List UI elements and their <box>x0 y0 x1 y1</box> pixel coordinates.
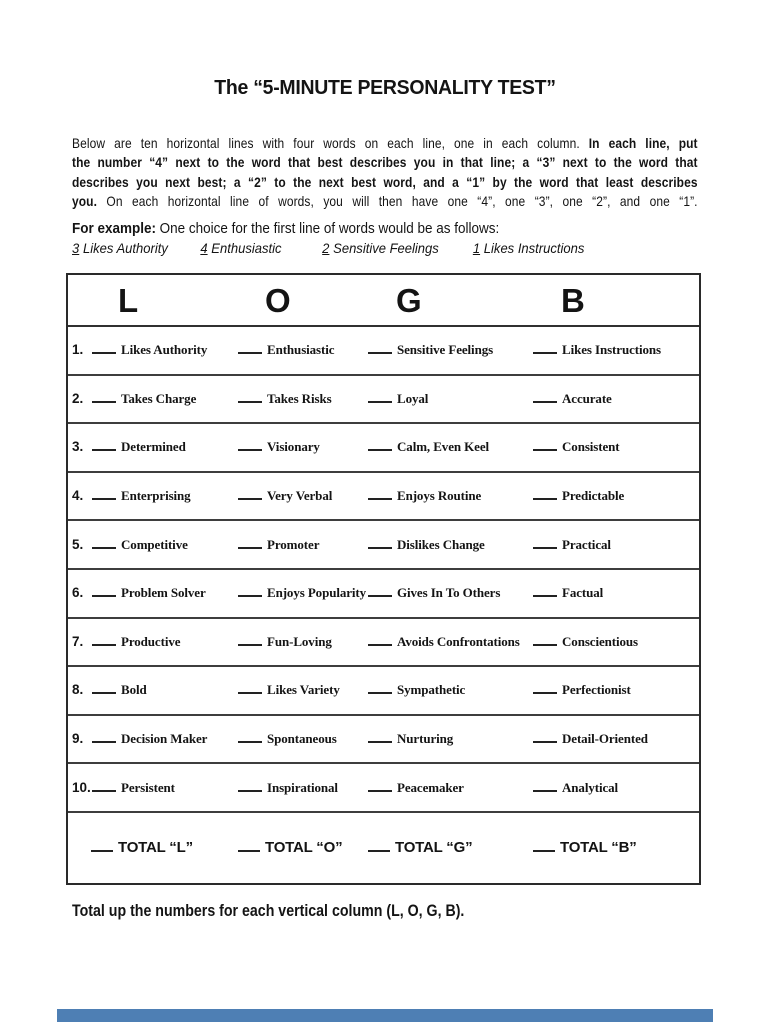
total-blank[interactable] <box>368 850 390 852</box>
example-score: 2 <box>322 240 330 256</box>
word-o: Enjoys Popularity <box>267 585 367 601</box>
instructions-text-bold: you. <box>72 193 98 210</box>
example-intro: One choice for the first line of words would be as follows: <box>155 221 500 237</box>
word-g: Peacemaker <box>397 779 464 795</box>
answer-blank[interactable] <box>533 547 557 549</box>
answer-blank[interactable] <box>238 352 262 354</box>
answer-blank[interactable] <box>92 498 116 500</box>
example-item <box>322 240 473 256</box>
answer-blank[interactable] <box>368 547 392 549</box>
answer-blank[interactable] <box>533 401 557 403</box>
row-number: 9. <box>72 731 84 747</box>
example-score: 3 <box>72 240 80 256</box>
totals-row <box>68 813 699 883</box>
table-row <box>68 764 699 813</box>
word-l: Enterprising <box>121 488 191 504</box>
instructions-text-bold: the number “4” next to the word that best describes you in that line; a “3” next to the word that <box>72 154 698 171</box>
word-b: Predictable <box>562 488 625 504</box>
word-g: Sympathetic <box>397 682 466 698</box>
total-label-l: TOTAL “L” <box>118 839 193 857</box>
word-l: Productive <box>121 633 181 649</box>
answer-blank[interactable] <box>368 449 392 451</box>
table-row <box>68 327 699 376</box>
total-blank[interactable] <box>91 850 113 852</box>
instructions-line <box>72 134 698 153</box>
answer-blank[interactable] <box>92 644 116 646</box>
answer-blank[interactable] <box>533 692 557 694</box>
answer-blank[interactable] <box>368 595 392 597</box>
word-o: Spontaneous <box>267 731 337 747</box>
answer-blank[interactable] <box>533 595 557 597</box>
instructions-paragraph <box>72 134 698 212</box>
table-row <box>68 619 699 668</box>
word-b: Practical <box>562 536 611 552</box>
word-o: Visionary <box>267 439 320 455</box>
word-l: Takes Charge <box>121 390 197 406</box>
example-word: Sensitive Feelings <box>333 240 439 256</box>
word-l: Likes Authority <box>121 342 208 358</box>
total-label-g: TOTAL “G” <box>395 839 473 857</box>
instructions-text: On each horizontal line of words, you will then have one “4”, one “3”, one “2”, and one “1”. <box>97 193 698 210</box>
row-number: 7. <box>72 633 84 649</box>
answer-blank[interactable] <box>368 498 392 500</box>
table-row <box>68 473 699 522</box>
word-l: Bold <box>121 682 147 698</box>
answer-blank[interactable] <box>368 741 392 743</box>
column-header-g: G <box>396 281 422 319</box>
column-header-o: O <box>265 281 291 319</box>
page-title: The “5-MINUTE PERSONALITY TEST” <box>214 76 556 99</box>
example-answers <box>72 240 667 256</box>
word-b: Conscientious <box>562 633 638 649</box>
word-o: Very Verbal <box>267 488 333 504</box>
answer-blank[interactable] <box>92 790 116 792</box>
word-b: Accurate <box>562 390 612 406</box>
answer-blank[interactable] <box>92 547 116 549</box>
example-score: 1 <box>472 240 481 256</box>
total-blank[interactable] <box>533 850 555 852</box>
example-word: Likes Instructions <box>483 240 585 256</box>
example-section <box>72 221 667 256</box>
answer-blank[interactable] <box>238 595 262 597</box>
column-header-b: B <box>561 281 585 319</box>
word-l: Competitive <box>121 536 188 552</box>
word-g: Calm, Even Keel <box>397 439 490 455</box>
instructions-line <box>72 153 698 172</box>
total-blank[interactable] <box>238 850 260 852</box>
answer-blank[interactable] <box>238 692 262 694</box>
instructions-line <box>72 192 698 211</box>
row-number: 5. <box>72 536 84 552</box>
bottom-accent-bar <box>57 1009 713 1022</box>
instructions-line <box>72 173 698 192</box>
answer-blank[interactable] <box>92 352 116 354</box>
word-l: Determined <box>121 439 186 455</box>
word-o: Promoter <box>267 536 320 552</box>
word-b: Likes Instructions <box>562 342 661 358</box>
answer-blank[interactable] <box>533 741 557 743</box>
answer-blank[interactable] <box>533 644 557 646</box>
word-o: Takes Risks <box>267 390 332 406</box>
instructions-text: Below are ten horizontal lines with four words on each line, one in each column. <box>72 135 589 151</box>
word-g: Dislikes Change <box>397 536 485 552</box>
answer-blank[interactable] <box>238 401 262 403</box>
answer-blank[interactable] <box>368 644 392 646</box>
footer-instruction: Total up the numbers for each vertical column (L, O, G, B). <box>72 902 465 920</box>
word-b: Detail-Oriented <box>562 731 648 747</box>
answer-blank[interactable] <box>368 790 392 792</box>
answer-blank[interactable] <box>92 449 116 451</box>
example-item <box>72 240 200 256</box>
answer-blank[interactable] <box>533 790 557 792</box>
word-b: Consistent <box>562 439 620 455</box>
word-g: Avoids Confrontations <box>397 633 520 649</box>
answer-blank[interactable] <box>368 692 392 694</box>
row-number: 4. <box>72 488 84 504</box>
example-score: 4 <box>200 240 208 256</box>
example-label: For example: <box>72 221 156 237</box>
answer-blank[interactable] <box>368 401 392 403</box>
answer-blank[interactable] <box>238 741 262 743</box>
row-number: 3. <box>72 439 84 455</box>
instructions-text-bold: describes you next best; a “2” to the next best word, and a “1” by the word that least describes <box>72 173 698 190</box>
row-number: 10. <box>72 779 91 795</box>
table-row <box>68 667 699 716</box>
answer-blank[interactable] <box>368 352 392 354</box>
column-header-l: L <box>118 281 139 319</box>
total-label-o: TOTAL “O” <box>265 839 343 857</box>
word-l: Persistent <box>121 779 175 795</box>
answer-blank[interactable] <box>92 692 116 694</box>
personality-test-table <box>66 273 701 885</box>
answer-blank[interactable] <box>533 498 557 500</box>
word-l: Decision Maker <box>121 731 208 747</box>
table-row <box>68 570 699 619</box>
table-header-row <box>68 275 699 327</box>
row-number: 2. <box>72 390 84 406</box>
answer-blank[interactable] <box>92 401 116 403</box>
answer-blank[interactable] <box>238 547 262 549</box>
answer-blank[interactable] <box>92 741 116 743</box>
answer-blank[interactable] <box>238 790 262 792</box>
table-row <box>68 521 699 570</box>
word-o: Enthusiastic <box>267 342 335 358</box>
total-label-b: TOTAL “B” <box>560 839 637 857</box>
answer-blank[interactable] <box>533 352 557 354</box>
example-item <box>473 240 585 256</box>
word-g: Sensitive Feelings <box>397 342 494 358</box>
word-g: Loyal <box>397 390 429 406</box>
answer-blank[interactable] <box>92 595 116 597</box>
answer-blank[interactable] <box>238 644 262 646</box>
example-heading <box>72 221 667 237</box>
word-b: Factual <box>562 585 604 601</box>
word-g: Nurturing <box>397 731 454 747</box>
word-g: Enjoys Routine <box>397 488 482 504</box>
answer-blank[interactable] <box>238 449 262 451</box>
row-number: 6. <box>72 585 84 601</box>
row-number: 1. <box>72 342 84 358</box>
example-word: Likes Authority <box>82 240 168 256</box>
word-b: Analytical <box>562 779 619 795</box>
word-o: Fun-Loving <box>267 633 332 649</box>
word-o: Inspirational <box>267 779 338 795</box>
word-o: Likes Variety <box>267 682 340 698</box>
example-word: Enthusiastic <box>211 240 282 256</box>
example-item <box>200 240 322 256</box>
instructions-text-bold: In each line, put <box>588 135 698 151</box>
table-row <box>68 716 699 765</box>
word-b: Perfectionist <box>562 682 631 698</box>
answer-blank[interactable] <box>533 449 557 451</box>
word-l: Problem Solver <box>121 585 206 601</box>
table-row <box>68 376 699 425</box>
word-g: Gives In To Others <box>397 585 501 601</box>
row-number: 8. <box>72 682 84 698</box>
table-row <box>68 424 699 473</box>
answer-blank[interactable] <box>238 498 262 500</box>
